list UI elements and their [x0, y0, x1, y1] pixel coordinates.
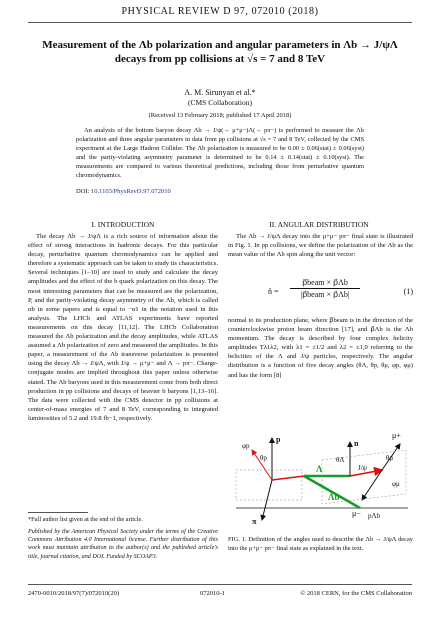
label-theta-p: θp	[260, 454, 267, 462]
decay-angle-figure	[232, 420, 412, 532]
abstract: An analysis of the bottom baryon decay Λb → J/ψ(→ μ+μ−)Λ(→ pπ−) is performed to measure the Λb polarization and three angular parameters in data from pp collisions at √s = 7 and 8 TeV, collected by the CMS experiment at the Large Hadron Collider. The Λb polarization is measured to be 0.00 ± 0.06(stat) ± 0.06(syst) and the parity-violating asymmetry parameter is determined to be 0.14 ± 0.14(stat) ± 0.10(syst). The measurements are compared to various theoretical predictions, including those from perturbative quantum chromodynamics.	[76, 127, 364, 179]
label-phi-p: φp	[242, 442, 250, 450]
equation-lhs: n̂ =	[268, 287, 279, 296]
intro-paragraph: The decay Λb → J/ψΛ is a rich source of information about the effect of strong interactions in hadronic decays. For this particular decay, perturbative quantum chromodynamics can be applied and therefore a systematic approach can be taken to study its characteristics. Several techniques [1–10] are used to study and calculate the decay amplitudes and the effect of the b quark polarization on this decay. The most interesting parameters that can be measured are the polarization, P, and the parity-violating decay asymmetry of the Λb, which is called αb in some papers and is equal to −α1 in the notation used in this analysis. The LHCb and ATLAS experiments have reported measurements on this decay [11,12]. The LHCb Collaboration measured the Λb polarization and the decay amplitudes, while ATLAS assumed a Λb polarization of zero and measured the amplitudes. In this paper, a measurement of the Λb transverse polarization is presented using the decay Λb → J/ψΛ, with J/ψ → μ+μ− and Λ → pπ−. Charge-conjugate modes are implied throughout this paper unless otherwise stated. The Λb baryons used in this measurement come from both direct production in pp collisions and decays of heavier b baryons [1,13–16]. The data were collected with the CMS detector in pp collisions at center-of-mass energies of 7 and 8 TeV, corresponding to integrated luminosities of 5.2 and 19.8 fb−1, respectively.	[28, 233, 218, 422]
introduction-text	[28, 232, 218, 423]
label-lambda-b: Λb	[328, 492, 340, 502]
label-p: p	[276, 435, 281, 444]
angular-paragraph-2: normal to its production plane, where p⃗beam is in the direction of the counterclockwise proton beam direction [17], and p⃗Λb is the Λb momentum. The decay is described by four complex helicity amplitudes Tλ1λ2, with λ1 = ±1/2 and λ2 = ±1,0 referring to the helicities of the Λ and J/ψ particles, respectively. The angular distribution is a function of five decay angles (θΛ, θp, θμ, φp, φμ) and has the form [8]	[228, 317, 413, 379]
angular-text-2	[228, 316, 413, 380]
footnote-rule	[28, 512, 88, 513]
label-theta-mu: θμ	[386, 454, 394, 462]
label-n: n	[354, 439, 359, 448]
label-pi: π	[252, 517, 257, 526]
mu-minus-arrow	[362, 470, 382, 500]
title-line-1: Measurement of the Λb polarization and angular parameters in Λb → J/ψΛ	[42, 39, 398, 51]
figure-caption: FIG. 1. Definition of the angles used to describe the Λb → J/ψΛ decay into the μ+μ− pπ− final state as explained in the text.	[228, 536, 413, 552]
equation-number: (1)	[403, 287, 413, 296]
equation-numerator: p⃗beam × p⃗Λb	[290, 278, 360, 289]
doi-label: DOI:	[76, 188, 90, 195]
section-heading-introduction: I. INTRODUCTION	[91, 220, 155, 229]
article-title	[40, 38, 400, 66]
author-line[interactable]: A. M. Sirunyan et al.*	[184, 88, 256, 97]
label-theta-lambda: θΛ	[336, 456, 345, 464]
label-jpsi: J/ψ	[358, 464, 368, 472]
footnote-author-list: *Full author list given at the end of the article.	[28, 516, 143, 523]
title-line-2: decays from pp collisions at √s = 7 and 8 TeV	[114, 53, 326, 65]
lambda-decay-plane	[236, 470, 302, 500]
footer-issn: 2470-0010/2018/97(7)/072010(20)	[28, 590, 119, 597]
collaboration-name: (CMS Collaboration)	[188, 98, 252, 107]
angular-paragraph-1: The Λb → J/ψΛ decay into the μ+μ− pπ− final state is illustrated in Fig. 1. In pp collisions, we define the polarization of the Λb as the mean value of the Λb spin along the unit vector:	[228, 233, 413, 259]
header-rule	[28, 22, 412, 23]
label-mu-plus: μ+	[392, 431, 401, 440]
doi-link[interactable]: 10.1103/PhysRevD.97.072010	[90, 188, 171, 195]
label-mu-minus: μ−	[352, 509, 361, 518]
equation-fraction	[290, 278, 360, 299]
running-head: PHYSICAL REVIEW D 97, 072010 (2018)	[121, 6, 319, 17]
footer-copyright: © 2018 CERN, for the CMS Collaboration	[300, 590, 412, 597]
lambda-segment	[272, 476, 304, 480]
label-lambda: Λ	[316, 464, 323, 474]
pion-arrow	[262, 480, 272, 520]
footnote-license: Published by the American Physical Society under the terms of the Creative Commons Attribution 4.0 International license. Further distribution of this work must maintain attribution to the author(s) and the published article's title, journal citation, and DOI. Funded by SCOAP3.	[28, 529, 218, 560]
footer-page-number: 072010-1	[200, 590, 225, 597]
label-phi-mu: φμ	[392, 480, 400, 488]
label-lambda-b-momentum: pΛb	[368, 512, 381, 520]
footer-rule	[28, 584, 412, 585]
equation-1	[228, 278, 413, 310]
section-heading-angular-distribution: II. ANGULAR DISTRIBUTION	[269, 220, 369, 229]
equation-denominator: |p⃗beam × p⃗Λb|	[300, 290, 350, 299]
angular-text-1	[228, 232, 413, 259]
received-dates: (Received 13 February 2018; published 17 April 2018)	[148, 112, 292, 119]
doi-line	[76, 188, 171, 195]
